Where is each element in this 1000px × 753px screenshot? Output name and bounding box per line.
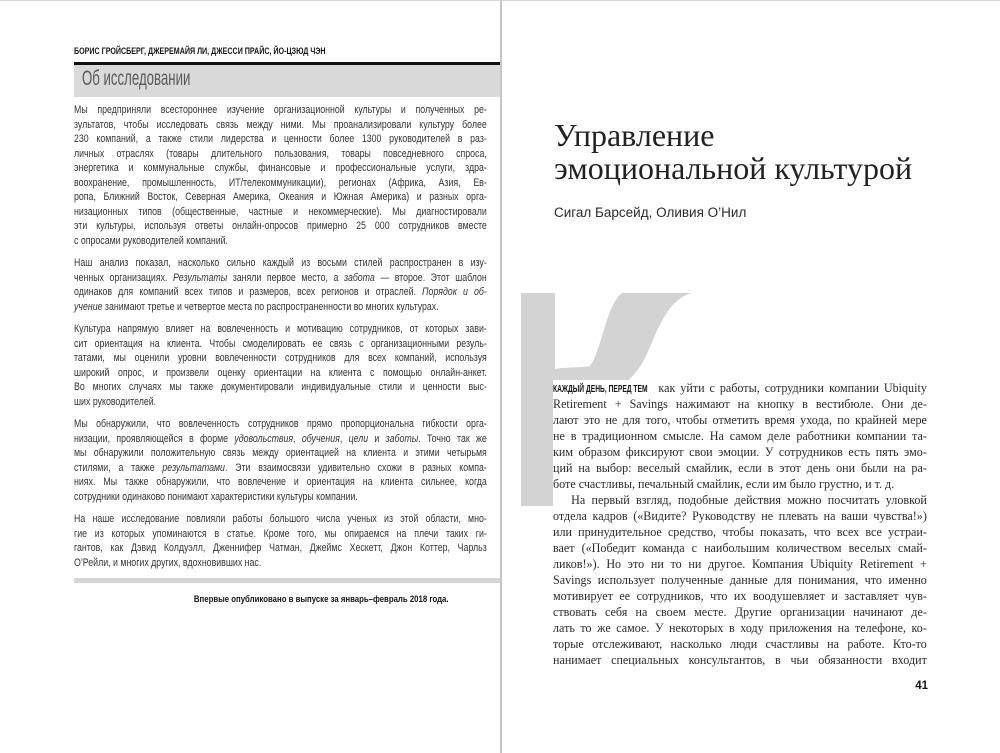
text-run: гие из которых упоминаются в статье. Кроме того, мы опираемся на плечи таких ги-: [74, 527, 487, 540]
text-line: [553, 540, 927, 556]
text-run: или принудительное средство, чтобы показать, что всех все устраи-: [553, 524, 927, 539]
page-spine-divider: [500, 0, 502, 753]
text-run: Культура напрямую влияет на вовлеченность и мотивацию сотрудников, от которых зави-: [74, 323, 487, 335]
text-run: воохранение, промышленность, ИТ/телекоммуникации), регионах (Африка, Азия, Ев-: [74, 176, 487, 189]
text-run: мы обнаружили положительную связь между ориентацией на клиента и этими четырьмя: [74, 447, 487, 459]
text-line: [74, 234, 487, 249]
sidebar-body-text: [74, 103, 487, 570]
text-line: [553, 460, 927, 476]
paragraph: [74, 417, 487, 504]
sidebar-bottom-rule: [74, 578, 500, 583]
text-run: стилями, а также: [74, 461, 163, 474]
text-run: энергетика и коммунальные службы, финансовые и профессиональные услуги, здра-: [74, 162, 487, 174]
italic-emphasis: Порядок и об-: [422, 286, 487, 298]
text-line: [74, 556, 487, 571]
paragraph: [74, 512, 487, 570]
text-line: [553, 604, 927, 620]
text-line: [74, 190, 487, 205]
text-run: ропа, Ближний Восток, Северная Америка, Океания и Южная Америка) и разных орга-: [74, 191, 487, 203]
text-line: [74, 475, 487, 490]
text-line: [74, 490, 487, 505]
text-run: занимают третье и четвертое места по распространенности во многих культурах.: [102, 300, 439, 313]
text-run: личных отраслях (товары длительного пользования, товары повседневного спроса,: [74, 147, 487, 160]
text-run: вает («Победит команда с наибольшим количеством веселых смай-: [553, 540, 927, 555]
article-title-line: Управление: [554, 117, 715, 153]
text-line: [553, 428, 927, 444]
italic-emphasis: обучения: [301, 432, 340, 445]
text-run: . Эти взаимосвязи удивительно схожи в разных компа-: [224, 461, 487, 474]
text-line: [553, 412, 927, 428]
italic-emphasis: заботы: [385, 432, 419, 445]
text-run: отдела кадров («Видите? Руководству не плевать на ваши чувства!»): [553, 508, 927, 523]
text-run: низации, проявляющейся в форме: [74, 432, 235, 445]
italic-emphasis: Результаты: [172, 271, 228, 284]
text-run: гантов, как Дэвид Колдуэлл, Дженнифер Чатман, Джеймс Хескетт, Джон Коттер, Чарльз: [74, 542, 487, 554]
text-line: [74, 366, 487, 381]
text-run: сит ориентация на клиента. Чтобы смоделировать ее связь с организационными резуль-: [74, 337, 487, 350]
italic-emphasis: учение: [74, 300, 103, 313]
text-run: одинаков для компаний всех типов и размеров, всех регионов и отраслей.: [74, 286, 423, 298]
text-line: [553, 524, 927, 540]
text-run: ших руководителей.: [74, 395, 157, 408]
text-run: ким образом фиксируют свои эмоции. У сотрудников есть пять эмо-: [553, 444, 927, 459]
text-run: лают это не для того, чтобы отметить время ухода, по крайней мере: [553, 412, 927, 427]
paragraph: [553, 380, 927, 492]
text-line: [74, 205, 487, 220]
text-run: ,: [339, 432, 349, 445]
text-line: [553, 636, 927, 652]
text-run: низационных типов (общественные, частные и некоммерческие). Мы диагностировали: [74, 205, 487, 218]
text-line: [74, 337, 487, 352]
text-run: Retirement + Savings нажимают на кнопку в вестибюле. Они де-: [553, 396, 927, 411]
italic-emphasis: результатами: [162, 461, 225, 474]
text-line: [74, 219, 487, 234]
text-line: [74, 147, 487, 162]
text-run: Мы предприняли всестороннее изучение организационной культуры и полученных ре-: [74, 104, 487, 116]
text-line: [74, 512, 487, 527]
text-line: [553, 572, 927, 588]
text-line: [553, 492, 927, 508]
text-line: [74, 256, 487, 271]
publication-note: Впервые опубликовано в выпуске за январь–февраль 2018 года.: [194, 594, 449, 605]
section-heading-band: [74, 65, 500, 97]
text-run: сотрудники одинаково понимают характеристики культуры компании.: [74, 490, 358, 503]
text-run: — второе. Этот шаблон: [374, 271, 487, 284]
text-run: как уйти с работы, сотрудники компании Ubiquity: [653, 380, 927, 395]
text-run: ствовать себя на своем месте. Другие организации начинают де-: [553, 604, 927, 619]
page-number: 41: [915, 680, 928, 692]
paragraph: [74, 103, 487, 248]
text-line: [553, 620, 927, 636]
text-line: [74, 271, 487, 286]
text-run: широкий опрос, и произвели оценку ориентации на клиента с помощью онлайн-анкет.: [74, 366, 487, 379]
text-run: зультатов, чтобы исследовать связь между ними. Мы проанализировали культуру более: [74, 118, 487, 131]
text-run: 230 компаний, а также стили лидерства и ценности более 1300 руководителей в раз-: [74, 133, 487, 145]
italic-emphasis: удовольствия: [234, 432, 294, 445]
article-body-text: [553, 380, 927, 668]
text-line: [74, 351, 487, 366]
drop-letter-arm: [555, 293, 692, 390]
italic-emphasis: забота: [343, 271, 375, 284]
text-run: О’Рейли, и многих других, вдохновивших нас.: [74, 556, 262, 569]
lead-in-caps: [553, 380, 653, 398]
article-title-line: эмоциональной культурой: [554, 150, 913, 186]
text-run: эти культуры, используя ответы онлайн-опросов примерно 25 000 сотрудников вместе: [74, 220, 487, 232]
paragraph: [74, 256, 487, 314]
text-run: На первый взгляд, подобные действия можно посчитать уловкой: [571, 492, 927, 507]
text-run: Во многих случаях мы также документировали индивидуальные стили и ценности выс-: [74, 381, 487, 393]
text-line: [553, 508, 927, 524]
text-line: [553, 396, 927, 412]
text-line: [74, 527, 487, 542]
text-run: лать то же самое. У некоторых в ходу приложения на телефоне, ко-: [553, 620, 927, 635]
text-run: торые отслеживают, насколько люди счастливы на работе. Кто-то: [553, 636, 927, 651]
text-run: ций на выбор: веселый смайлик, если в этот день они были на ра-: [553, 460, 927, 475]
text-run: ченных организациях.: [74, 271, 173, 284]
sidebar-authors-header: БОРИС ГРОЙСБЕРГ, ДЖЕРЕМАЙЯ ЛИ, ДЖЕССИ ПРАЙС, ЙО-ЦЗЮД ЧЭН: [74, 46, 326, 57]
text-line: [74, 118, 487, 133]
paragraph: [74, 322, 487, 409]
text-line: [553, 380, 927, 396]
text-run: не в традиционном смысле. На самом деле работники компании та-: [553, 428, 927, 443]
text-run: мотивирует ее сотрудников, что их воодушевляет и заставляет чув-: [553, 588, 927, 603]
text-line: [74, 432, 487, 447]
right-page: [502, 0, 1000, 753]
lead-in-text: КАЖДЫЙ ДЕНЬ, ПЕРЕД ТЕМ: [553, 384, 648, 395]
text-line: [74, 300, 487, 315]
italic-emphasis: цели: [348, 432, 369, 445]
text-run: ,: [293, 432, 302, 445]
text-run: с опросами руководителей компаний.: [74, 234, 228, 247]
text-run: заняли первое место, а: [227, 271, 344, 284]
text-line: [553, 476, 927, 492]
text-run: нанимает специальных консультантов, в чьи обязанности входит: [553, 652, 927, 667]
article-title: [554, 119, 912, 185]
text-line: [74, 446, 487, 461]
text-line: [74, 461, 487, 476]
text-run: ниях. Мы также обнаружили, что вовлечение и ориентация на клиента сильнее, когда: [74, 476, 487, 488]
text-line: [74, 103, 487, 118]
text-line: [74, 285, 487, 300]
text-line: [74, 161, 487, 176]
text-run: . Точно так же: [418, 432, 487, 445]
text-line: [74, 395, 487, 410]
text-line: [553, 556, 927, 572]
article-authors: Сигал Барсейд, Оливия О’Нил: [554, 205, 747, 220]
section-heading: Об исследовании: [82, 67, 191, 90]
text-run: и: [368, 432, 386, 445]
text-line: [74, 380, 487, 395]
text-line: [553, 588, 927, 604]
text-run: Savings использует полученные данные для понимания, что именно: [553, 572, 927, 587]
text-run: ликов!»). Но это ни то ни другое. Компания Ubiquity Retirement +: [553, 556, 927, 571]
text-line: [74, 176, 487, 191]
text-line: [74, 417, 487, 432]
paragraph: [553, 492, 927, 668]
text-run: Мы обнаружили, что вовлеченность сотрудников прямо пропорциональна гибкости орга-: [74, 418, 487, 430]
drop-letter-stem: [521, 293, 555, 506]
text-run: На наше исследование повлияли работы большого числа ученых из этой области, мно-: [74, 513, 487, 525]
text-line: [74, 132, 487, 147]
text-run: Наш анализ показал, насколько сильно каждый из восьми стилей распространен в изу-: [74, 257, 487, 269]
text-line: [553, 444, 927, 460]
text-line: [74, 541, 487, 556]
text-run: боте счастливы, печальный смайлик, если им было грустно, и т. д.: [553, 476, 895, 491]
text-line: [74, 322, 487, 337]
text-run: татами, мы оценили уровни вовлеченности сотрудников для всех компаний, используя: [74, 352, 487, 364]
text-line: [553, 652, 927, 668]
